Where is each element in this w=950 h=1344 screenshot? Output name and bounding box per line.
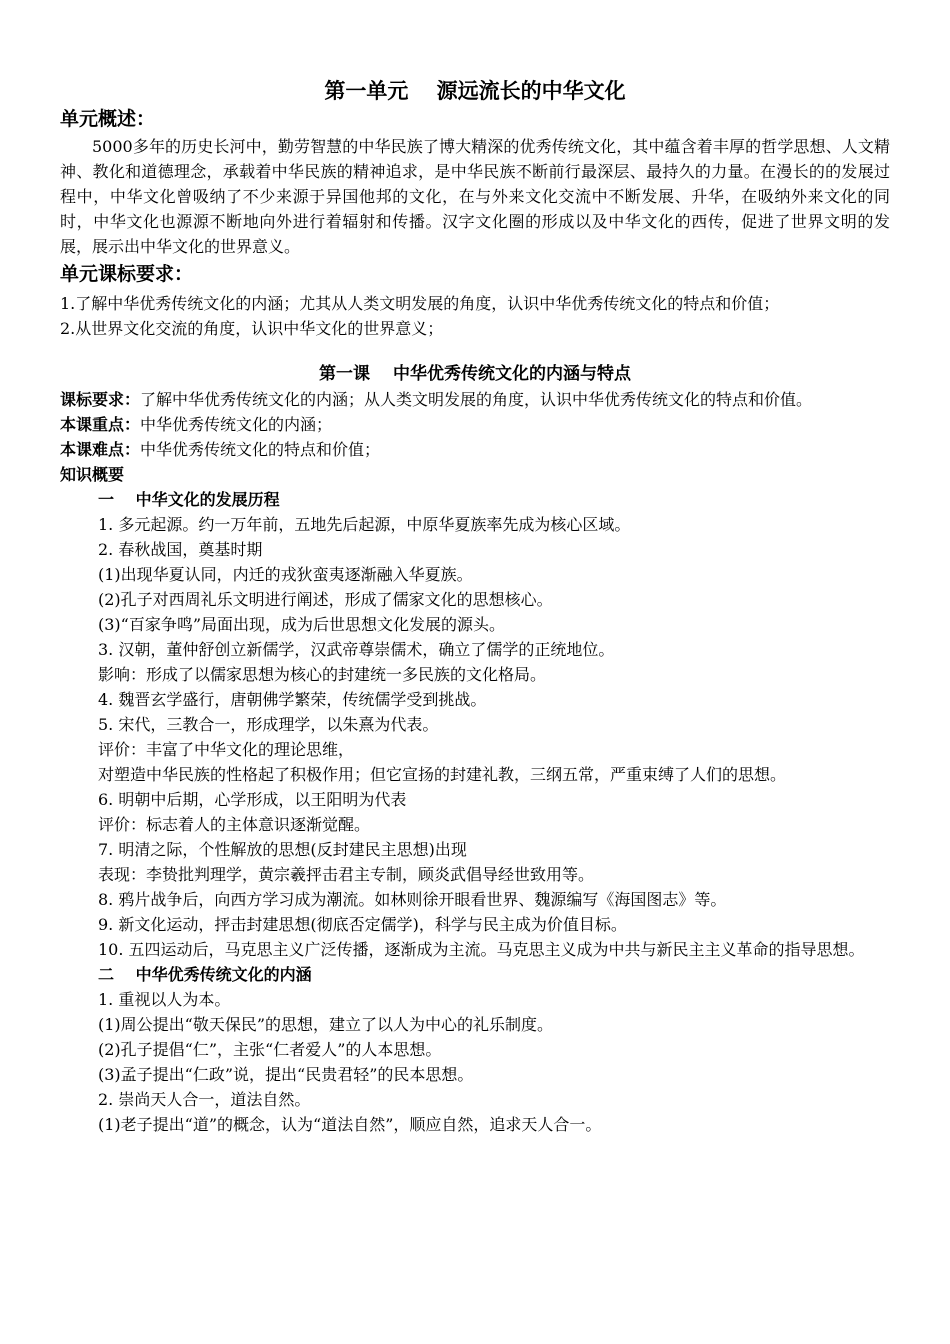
content-line: 8. 鸦片战争后，向西方学习成为潮流。如林则徐开眼看世界、魏源编写《海国图志》等。 [98,890,727,909]
standards-item: 1.了解中华优秀传统文化的内涵；尤其从人类文明发展的角度，认识中华优秀传统文化的特点和价值； [60,294,780,313]
content-line: 1. 多元起源。约一万年前，五地先后起源，中原华夏族率先成为核心区域。 [98,515,631,534]
difficulty-label: 本课难点： [60,440,141,459]
content-line: 评价：标志着人的主体意识逐渐觉醒。 [98,815,371,834]
standards-heading: 单元课标要求： [60,263,194,285]
content-line: 2. 崇尚天人合一，道法自然。 [98,1090,311,1109]
part1-lines [60,512,890,962]
content-line: 1. 重视以人为本。 [98,990,231,1009]
content-line: 评价：丰富了中华文化的理论思维， [98,740,355,759]
content-line: 7. 明清之际，个性解放的思想(反封建民主思想)出现 [98,840,467,859]
requirements-label: 课标要求： [60,390,141,409]
overview-heading: 单元概述： [60,108,156,130]
content-line: 9. 新文化运动，抨击封建思想(彻底否定儒学)，科学与民主成为价值目标。 [98,915,627,934]
standards-item: 2.从世界文化交流的角度，认识中华文化的世界意义； [60,319,444,338]
content-line: 表现：李贽批判理学，黄宗羲抨击君主专制，顾炎武倡导经世致用等。 [98,865,595,884]
part1-heading: 一 中华文化的发展历程 [98,490,280,509]
content-line: 10. 五四运动后，马克思主义广泛传播，逐渐成为主流。马克思主义成为中共与新民主主义革命的指导思想。 [98,940,865,959]
lesson-requirements [60,387,890,412]
content-line: 2. 春秋战国，奠基时期 [98,540,263,559]
requirements-text: 了解中华优秀传统文化的内涵；从人类文明发展的角度，认识中华优秀传统文化的特点和价值。 [140,390,813,409]
standards-list [60,291,890,341]
content-line: (1)出现华夏认同，内迁的戎狄蛮夷逐渐融入华夏族。 [98,565,473,584]
content-line: (3)“百家争鸣”局面出现，成为后世思想文化发展的源头。 [98,615,506,634]
lesson-focus [60,412,890,437]
content-line: 影响：形成了以儒家思想为核心的封建统一多民族的文化格局。 [98,665,547,684]
overview-paragraph: 5000多年的历史长河中，勤劳智慧的中华民族了博大精深的优秀传统文化，其中蕴含着丰厚的哲学思想、人文精神、教化和道德理念，承载着中华民族的精神追求，是中华民族不断前行最深层、最持久的力量。在漫长的的发展过程中，中华文化曾吸纳了不少来源于异国他邦的文化，在与外来文化交流中不断发展、升华，在吸纳外来文化的同时，中华文化也源源不断地向外进行着辐射和传播。汉字文化圈的形成以及中华文化的西传，促进了世界文明的发展，展示出中华文化的世界意义。 [60,137,890,256]
unit-title: 第一单元 源远流长的中华文化 [324,79,626,103]
content-line: 5. 宋代，三教合一，形成理学，以朱熹为代表。 [98,715,439,734]
content-line: 对塑造中华民族的性格起了积极作用；但它宣扬的封建礼教，三纲五常，严重束缚了人们的思想。 [98,765,787,784]
focus-text: 中华优秀传统文化的内涵； [140,415,333,434]
content-line: (2)孔子对西周礼乐文明进行阐述，形成了儒家文化的思想核心。 [98,590,553,609]
lesson-title: 第一课 中华优秀传统文化的内涵与特点 [319,364,631,384]
content-line: (1)周公提出“敬天保民”的思想，建立了以人为中心的礼乐制度。 [98,1015,554,1034]
content-line: 3. 汉朝，董仲舒创立新儒学，汉武帝尊崇儒术，确立了儒学的正统地位。 [98,640,615,659]
part2-lines [60,987,890,1137]
knowledge-label: 知识概要 [60,465,125,484]
spacer [60,341,890,361]
content-line: 4. 魏晋玄学盛行，唐朝佛学繁荣，传统儒学受到挑战。 [98,690,487,709]
content-line: 6. 明朝中后期，心学形成，以王阳明为代表 [98,790,407,809]
part2-heading: 二 中华优秀传统文化的内涵 [98,965,312,984]
content-line: (3)孟子提出“仁政”说，提出“民贵君轻”的民本思想。 [98,1065,474,1084]
difficulty-text: 中华优秀传统文化的特点和价值； [140,440,381,459]
content-line: (1)老子提出“道”的概念，认为“道法自然”，顺应自然，追求天人合一。 [98,1115,602,1134]
lesson-difficulty [60,437,890,462]
content-line: (2)孔子提倡“仁”，主张“仁者爱人”的人本思想。 [98,1040,442,1059]
focus-label: 本课重点： [60,415,141,434]
